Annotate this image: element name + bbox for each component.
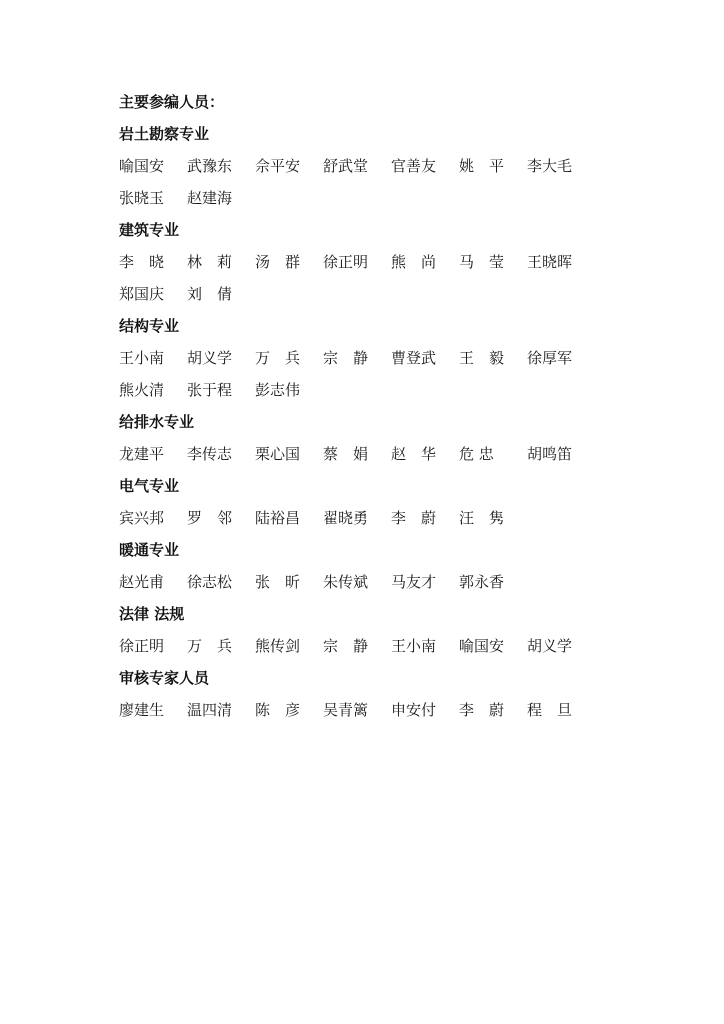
names-row: [119, 380, 599, 400]
person-name: 熊 尚: [391, 253, 437, 271]
person-name: 程 旦: [527, 701, 573, 719]
person-name: 李大毛: [527, 157, 573, 175]
person-name: 危 忠: [459, 445, 494, 463]
person-name: 姚 平: [459, 157, 505, 175]
person-name: 陈 彦: [255, 701, 301, 719]
person-name: 李传志: [187, 445, 233, 463]
names-row: [119, 188, 599, 208]
person-name: 胡义学: [187, 349, 233, 367]
person-name: 温四清: [187, 701, 233, 719]
names-row: [119, 572, 599, 592]
person-name: 宗 静: [323, 637, 369, 655]
person-name: 朱传斌: [323, 573, 369, 591]
person-name: 罗 邻: [187, 509, 233, 527]
person-name: 赵建海: [187, 189, 233, 207]
person-name: 郭永香: [459, 573, 505, 591]
person-name: 徐厚军: [527, 349, 573, 367]
section-hvac: [119, 540, 599, 592]
section-review-experts: [119, 668, 599, 720]
person-name: 蔡 娟: [323, 445, 369, 463]
document-page: [119, 92, 599, 720]
person-name: 陆裕昌: [255, 509, 301, 527]
person-name: 徐正明: [323, 253, 369, 271]
person-name: 廖建生: [119, 701, 165, 719]
names-row: [119, 156, 599, 176]
section-structure: [119, 316, 599, 400]
names-row: [119, 700, 599, 720]
person-name: 汤 群: [255, 253, 301, 271]
section-heading: 给排水专业: [119, 413, 195, 431]
section-law: [119, 604, 599, 656]
person-name: 王 毅: [459, 349, 505, 367]
person-name: 张于程: [187, 381, 233, 399]
section-plumbing: [119, 412, 599, 464]
section-heading: 电气专业: [119, 477, 180, 495]
section-heading: 暖通专业: [119, 541, 180, 559]
person-name: 宾兴邦: [119, 509, 165, 527]
person-name: 龙建平: [119, 445, 165, 463]
person-name: 舒武堂: [323, 157, 369, 175]
person-name: 喻国安: [119, 157, 165, 175]
person-name: 马 莹: [459, 253, 505, 271]
page-title: 主要参编人员：: [119, 93, 225, 111]
person-name: 胡鸣笛: [527, 445, 573, 463]
person-name: 吴青篱: [323, 701, 369, 719]
person-name: 熊传剑: [255, 637, 301, 655]
person-name: 宗 静: [323, 349, 369, 367]
person-name: 彭志伟: [255, 381, 301, 399]
person-name: 汪 隽: [459, 509, 505, 527]
person-name: 王小南: [391, 637, 437, 655]
person-name: 曹登武: [391, 349, 437, 367]
person-name: 郑国庆: [119, 285, 165, 303]
person-name: 胡义学: [527, 637, 573, 655]
person-name: 徐志松: [187, 573, 233, 591]
person-name: 刘 倩: [187, 285, 233, 303]
person-name: 栗心国: [255, 445, 301, 463]
names-row: [119, 508, 599, 528]
person-name: 申安付: [391, 701, 437, 719]
person-name: 佘平安: [255, 157, 301, 175]
person-name: 王小南: [119, 349, 165, 367]
section-architecture: [119, 220, 599, 304]
section-heading: 岩土勘察专业: [119, 125, 210, 143]
person-name: 张晓玉: [119, 189, 165, 207]
person-name: 赵光甫: [119, 573, 165, 591]
section-electrical: [119, 476, 599, 528]
person-name: 武豫东: [187, 157, 233, 175]
person-name: 赵 华: [391, 445, 437, 463]
person-name: 熊火清: [119, 381, 165, 399]
names-row: [119, 284, 599, 304]
section-heading: 结构专业: [119, 317, 180, 335]
person-name: 官善友: [391, 157, 437, 175]
section-heading: 法律 法规: [119, 605, 185, 623]
person-name: 马友才: [391, 573, 437, 591]
person-name: 林 莉: [187, 253, 233, 271]
person-name: 张 昕: [255, 573, 301, 591]
names-row: [119, 252, 599, 272]
names-row: [119, 636, 599, 656]
person-name: 王晓晖: [527, 253, 573, 271]
person-name: 喻国安: [459, 637, 505, 655]
names-row: [119, 348, 599, 368]
person-name: 李 晓: [119, 253, 165, 271]
person-name: 李 蔚: [459, 701, 505, 719]
section-heading: 建筑专业: [119, 221, 180, 239]
person-name: 万 兵: [187, 637, 233, 655]
person-name: 万 兵: [255, 349, 301, 367]
section-geotechnical: [119, 124, 599, 208]
person-name: 翟晓勇: [323, 509, 369, 527]
person-name: 徐正明: [119, 637, 165, 655]
names-row: [119, 444, 599, 464]
section-heading: 审核专家人员: [119, 669, 210, 687]
person-name: 李 蔚: [391, 509, 437, 527]
